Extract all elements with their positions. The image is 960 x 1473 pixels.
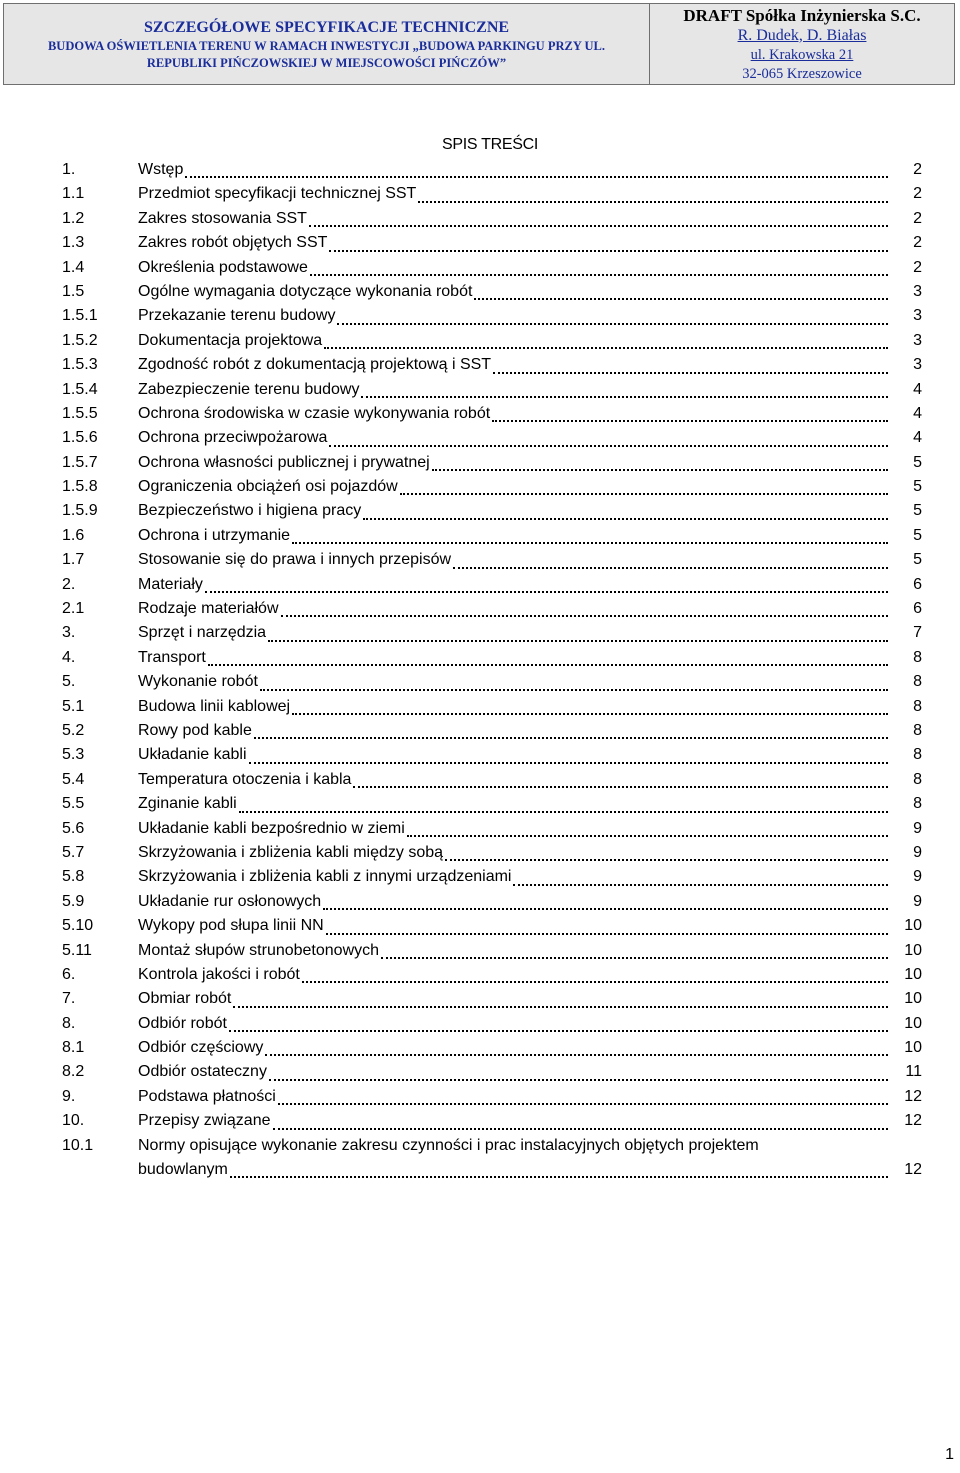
toc-entry-number: 5.3 (62, 746, 85, 764)
toc-leader-dots (407, 835, 888, 837)
toc-entry-number: 2.1 (62, 600, 85, 618)
toc-entry-page: 5 (913, 478, 922, 496)
toc-entry[interactable] (62, 475, 922, 499)
toc-entry-number: 5.9 (62, 892, 85, 910)
toc-entry-page: 8 (913, 795, 922, 813)
toc-entry-title: Wstęp (138, 161, 184, 178)
toc-entry[interactable] (62, 646, 922, 670)
toc-leader-dots (492, 420, 888, 422)
toc-entry-number: 1.5.9 (62, 502, 98, 520)
toc-entry-number: 5.8 (62, 868, 85, 886)
toc-entry-title: Skrzyżowania i zbliżenia kabli między sobą (138, 843, 444, 861)
toc-entry[interactable] (62, 841, 922, 865)
toc-leader-dots (292, 713, 888, 715)
toc-entry-title: Skrzyżowania i zbliżenia kabli z innymi urządzeniami (138, 868, 512, 886)
toc-leader-dots (513, 884, 888, 886)
toc-entry-title: Ograniczenia obciążeń osi pojazdów (138, 478, 398, 496)
toc-leader-dots (329, 445, 888, 447)
toc-entry-number: 1.6 (62, 526, 85, 544)
project-name-line2: REPUBLIKI PIŃCZOWSKIEJ W MIEJSCOWOŚCI PIŃCZÓW” (146, 56, 507, 70)
toc-entry-title-wrap (138, 280, 888, 304)
toc-entry-title-wrap (138, 304, 888, 328)
toc-entry-title-wrap (138, 963, 888, 987)
toc-entry-page: 10 (904, 1039, 922, 1057)
toc-leader-dots (453, 567, 888, 569)
toc-leader-dots (418, 201, 888, 203)
toc-entry[interactable] (62, 792, 922, 816)
toc-leader-dots (278, 1103, 888, 1105)
toc-entry-number: 3. (62, 624, 76, 642)
toc-leader-dots (269, 1079, 888, 1081)
toc-entry-page: 5 (913, 453, 922, 471)
toc-entry[interactable] (62, 963, 922, 987)
toc-entry-number: 9. (62, 1087, 76, 1105)
toc-entry-title: Określenia podstawowe (138, 258, 308, 276)
toc-entry[interactable] (62, 499, 922, 523)
toc-entry-number: 1.5.4 (62, 380, 98, 398)
toc-entry-page: 8 (913, 673, 922, 691)
toc-entry[interactable] (62, 890, 922, 914)
toc-leader-dots (363, 518, 888, 520)
toc-entry-number: 8. (62, 1014, 76, 1032)
toc-entry-title: Rowy pod kable (138, 721, 252, 739)
toc-entry-number: 5.1 (62, 697, 85, 715)
toc-entry-title: Dokumentacja projektowa (138, 331, 323, 349)
toc-leader-dots (337, 323, 888, 325)
toc-entry-number: 1.5 (62, 282, 85, 300)
toc-entry-title-wrap (138, 231, 888, 255)
toc-entry-page: 3 (913, 282, 922, 300)
toc-entry-title: Bezpieczeństwo i higiena pracy (138, 502, 362, 520)
toc-entry-page: 12 (904, 1112, 922, 1130)
toc-entry[interactable] (62, 207, 922, 231)
toc-entry[interactable] (62, 280, 922, 304)
toc-leader-dots (432, 469, 888, 471)
toc-entry-title: Wykonanie robót (138, 673, 258, 691)
toc-entry-page: 8 (913, 746, 922, 764)
toc-entry-number: 5.5 (62, 795, 85, 813)
company-city: 32-065 Krzeszowice (742, 65, 862, 82)
toc-entry-number: 1.5.1 (62, 307, 98, 325)
toc-entry-title-wrap (138, 475, 888, 499)
toc-entry[interactable] (62, 353, 922, 377)
toc-entry[interactable] (62, 182, 922, 206)
toc-leader-dots (324, 347, 888, 349)
toc-entry-title-wrap (138, 939, 888, 963)
toc-entry-page: 10 (904, 965, 922, 983)
toc-entry-title-cont (138, 1158, 888, 1182)
toc-entry-title: Zakres stosowania SST (138, 209, 307, 227)
toc-entry-title-wrap (138, 182, 888, 206)
toc-entry-page: 2 (913, 209, 922, 227)
toc-entry[interactable] (62, 817, 922, 841)
toc-entry-title-wrap (138, 914, 888, 938)
toc-leader-dots (229, 1030, 888, 1032)
toc-leader-dots (249, 762, 888, 764)
toc-entry-title-wrap (138, 646, 888, 670)
toc-entry-page: 12 (904, 1087, 922, 1105)
toc-entry[interactable] (62, 1134, 922, 1182)
toc-entry[interactable] (62, 304, 922, 328)
toc-entry-number: 5.2 (62, 721, 85, 739)
toc-entry-title: Przedmiot specyfikacji technicznej SST (138, 185, 417, 203)
toc-entry-title-wrap (138, 207, 888, 231)
toc-entry-number: 4. (62, 648, 76, 666)
toc-entry-title-wrap (138, 987, 888, 1011)
toc-heading: SPIS TREŚCI (442, 136, 538, 153)
table-of-contents (62, 158, 922, 1182)
toc-entry-page: 2 (913, 258, 922, 276)
toc-entry-title-wrap (138, 1085, 888, 1109)
toc-entry-title: Układanie kabli bezpośrednio w ziemi (138, 819, 405, 837)
toc-leader-dots (273, 1128, 889, 1130)
toc-entry-title-wrap (138, 426, 888, 450)
toc-entry-title-wrap (138, 499, 888, 523)
toc-leader-dots (254, 737, 888, 739)
toc-entry-number: 1.4 (62, 258, 85, 276)
toc-entry-page: 3 (913, 331, 922, 349)
toc-entry-title: Temperatura otoczenia i kabla (138, 770, 352, 788)
toc-entry-number: 10. (62, 1112, 85, 1130)
toc-entry-page: 2 (913, 185, 922, 203)
toc-entry-title-wrap (138, 353, 888, 377)
toc-entry-title-wrap (138, 158, 888, 182)
toc-entry-page: 9 (913, 868, 922, 886)
toc-entry[interactable] (62, 1109, 922, 1133)
toc-entry-number: 1.5.3 (62, 356, 98, 374)
toc-entry-page: 3 (913, 356, 922, 374)
toc-entry-title-wrap (138, 1134, 888, 1183)
toc-entry-title-wrap (138, 817, 888, 841)
toc-leader-dots (239, 811, 888, 813)
toc-entry-title-wrap (138, 890, 888, 914)
toc-leader-dots (323, 908, 888, 910)
toc-entry-number: 1. (62, 161, 76, 178)
toc-entry-number: 1.5.6 (62, 429, 98, 447)
toc-entry-number: 1.7 (62, 551, 85, 569)
toc-entry-page: 10 (904, 941, 922, 959)
toc-entry[interactable] (62, 548, 922, 572)
toc-entry[interactable] (62, 695, 922, 719)
toc-entry-title: Podstawa płatności (138, 1087, 276, 1105)
toc-entry[interactable] (62, 329, 922, 353)
toc-entry-title-wrap (138, 256, 888, 280)
toc-entry-page: 3 (913, 307, 922, 325)
toc-entry-number: 1.3 (62, 234, 85, 252)
toc-entry-number: 1.5.8 (62, 478, 98, 496)
toc-entry-title-wrap (138, 402, 888, 426)
toc-entry-title-line2: budowlanym (138, 1161, 228, 1179)
toc-entry[interactable] (62, 573, 922, 597)
toc-entry-title-wrap (138, 1036, 888, 1060)
toc-entry-number: 8.2 (62, 1063, 85, 1081)
toc-entry[interactable] (62, 426, 922, 450)
toc-entry-title-wrap (138, 841, 888, 865)
toc-entry-number: 7. (62, 990, 76, 1008)
toc-leader-dots (268, 640, 888, 642)
toc-entry-page: 11 (905, 1063, 922, 1081)
toc-entry-page: 12 (904, 1161, 922, 1179)
toc-entry-title: Sprzęt i narzędzia (138, 624, 267, 642)
toc-entry-page: 2 (913, 161, 922, 178)
toc-leader-dots (445, 859, 888, 861)
toc-entry-number: 6. (62, 965, 76, 983)
toc-entry-title: Materiały (138, 575, 203, 593)
toc-entry-title: Ochrona przeciwpożarowa (138, 429, 328, 447)
toc-leader-dots (361, 396, 888, 398)
toc-entry[interactable] (62, 597, 922, 621)
toc-entry-page: 5 (913, 551, 922, 569)
toc-entry-page: 4 (913, 380, 922, 398)
toc-entry[interactable] (62, 1085, 922, 1109)
toc-entry-title: Wykopy pod słupa linii NN (138, 917, 324, 935)
toc-leader-dots (265, 1054, 888, 1056)
document-header (3, 3, 955, 85)
toc-entry-number: 1.5.2 (62, 331, 98, 349)
company-name: DRAFT Spółka Inżynierska S.C. (683, 5, 921, 25)
toc-entry[interactable] (62, 743, 922, 767)
toc-entry-number: 1.5.5 (62, 404, 98, 422)
toc-entry-number: 10.1 (62, 1136, 94, 1154)
toc-leader-dots (474, 298, 888, 300)
toc-entry[interactable] (62, 524, 922, 548)
toc-entry-number: 5.11 (62, 941, 92, 959)
spec-title: SZCZEGÓŁOWE SPECYFIKACJE TECHNICZNE (143, 19, 510, 36)
toc-entry-title-wrap (138, 597, 888, 621)
toc-entry-page: 9 (913, 892, 922, 910)
toc-entry-title: Ogólne wymagania dotyczące wykonania robót (138, 282, 473, 300)
toc-entry[interactable] (62, 670, 922, 694)
toc-leader-dots (381, 957, 888, 959)
toc-entry-title-wrap (138, 792, 888, 816)
toc-entry-page: 4 (913, 404, 922, 422)
project-name-line1: BUDOWA OŚWIETLENIA TERENU W RAMACH INWESTYCJI „BUDOWA PARKINGU PRZY UL. (47, 39, 606, 53)
toc-entry[interactable] (62, 378, 922, 402)
toc-entry-number: 2. (62, 575, 76, 593)
toc-entry-title: Przepisy związane (138, 1112, 271, 1130)
toc-entry-page: 7 (913, 624, 922, 642)
toc-leader-dots (302, 981, 888, 983)
toc-leader-dots (326, 933, 888, 935)
toc-entry-title-wrap (138, 378, 888, 402)
toc-leader-dots (185, 176, 888, 178)
toc-entry-title-wrap (138, 865, 888, 889)
toc-entry-page: 6 (913, 600, 922, 618)
toc-entry-title: Ochrona środowiska w czasie wykonywania robót (138, 404, 491, 422)
toc-entry-title-wrap (138, 548, 888, 572)
toc-entry[interactable] (62, 768, 922, 792)
toc-entry-page: 8 (913, 697, 922, 715)
toc-entry-number: 8.1 (62, 1039, 85, 1057)
toc-entry-page: 9 (913, 843, 922, 861)
toc-entry-number: 1.2 (62, 209, 85, 227)
toc-entry[interactable] (62, 865, 922, 889)
toc-leader-dots (329, 250, 888, 252)
toc-entry[interactable] (62, 914, 922, 938)
toc-leader-dots (281, 615, 888, 617)
toc-entry-title-wrap (138, 743, 888, 767)
toc-leader-dots (208, 664, 888, 666)
toc-entry-title: Przekazanie terenu budowy (138, 307, 336, 325)
toc-entry-title: Normy opisujące wykonanie zakresu czynności i prac instalacyjnych objętych projektem (138, 1136, 759, 1154)
toc-entry-title-wrap (138, 1012, 888, 1036)
toc-leader-dots (260, 689, 888, 691)
toc-leader-dots (353, 786, 888, 788)
toc-entry-title: Zginanie kabli (138, 795, 237, 813)
toc-leader-dots (205, 591, 888, 593)
toc-entry-title-wrap (138, 719, 888, 743)
toc-entry-title: Obmiar robót (138, 990, 232, 1008)
toc-leader-dots (233, 1006, 888, 1008)
toc-entry-number: 5.6 (62, 819, 85, 837)
toc-leader-dots (230, 1176, 888, 1178)
toc-entry-title-wrap (138, 695, 888, 719)
toc-entry-title: Rodzaje materiałów (138, 600, 279, 618)
toc-entry-title: Odbiór ostateczny (138, 1063, 267, 1081)
toc-entry-title-wrap (138, 621, 888, 645)
toc-entry-title: Ochrona własności publicznej i prywatnej (138, 453, 430, 471)
toc-entry-page: 8 (913, 648, 922, 666)
toc-leader-dots (400, 493, 888, 495)
toc-entry[interactable] (62, 1060, 922, 1084)
company-street: ul. Krakowska 21 (750, 46, 854, 63)
toc-leader-dots (292, 542, 888, 544)
toc-entry[interactable] (62, 451, 922, 475)
toc-entry-title: Zabezpieczenie terenu budowy (138, 380, 360, 398)
toc-entry-title: Odbiór robót (138, 1014, 227, 1032)
toc-entry-title-wrap (138, 1060, 888, 1084)
toc-entry[interactable] (62, 402, 922, 426)
toc-entry-page: 9 (913, 819, 922, 837)
toc-entry[interactable] (62, 256, 922, 280)
company-owners: R. Dudek, D. Białas (737, 26, 867, 44)
toc-entry-title-wrap (138, 451, 888, 475)
toc-entry-number: 5.7 (62, 843, 85, 861)
toc-entry-title-wrap (138, 670, 888, 694)
toc-leader-dots (309, 225, 888, 227)
toc-entry-title: Kontrola jakości i robót (138, 965, 300, 983)
toc-entry-page: 10 (904, 917, 922, 935)
toc-entry-title: Zgodność robót z dokumentacją projektową i SST (138, 356, 492, 374)
toc-entry-title-wrap (138, 1109, 888, 1133)
toc-entry-number: 5.10 (62, 917, 94, 935)
toc-entry-page: 8 (913, 770, 922, 788)
toc-entry-title: Budowa linii kablowej (138, 697, 291, 715)
toc-entry-page: 6 (913, 575, 922, 593)
toc-entry[interactable] (62, 158, 922, 182)
toc-entry-number: 5. (62, 673, 76, 691)
toc-entry[interactable] (62, 719, 922, 743)
toc-entry-page: 4 (913, 429, 922, 447)
toc-entry-title: Zakres robót objętych SST (138, 234, 328, 252)
toc-entry-title-wrap (138, 573, 888, 597)
toc-entry-page: 8 (913, 721, 922, 739)
toc-entry-number: 1.5.7 (62, 453, 98, 471)
toc-entry[interactable] (62, 231, 922, 255)
toc-entry[interactable] (62, 939, 922, 963)
toc-entry-page: 5 (913, 502, 922, 520)
company-block (650, 4, 954, 84)
toc-entry-title-wrap (138, 768, 888, 792)
toc-entry-page: 10 (904, 990, 922, 1008)
toc-leader-dots (493, 372, 888, 374)
toc-entry-number: 1.1 (62, 185, 85, 203)
toc-entry[interactable] (62, 1012, 922, 1036)
toc-entry-title: Układanie rur osłonowych (138, 892, 322, 910)
toc-entry-number: 5.4 (62, 770, 85, 788)
toc-entry-title: Transport (138, 648, 206, 666)
toc-entry-title: Układanie kabli (138, 746, 247, 764)
toc-entry-page: 5 (913, 526, 922, 544)
toc-entry-title: Stosowanie się do prawa i innych przepisów (138, 551, 452, 569)
toc-entry-title-wrap (138, 329, 888, 353)
toc-entry-title-wrap (138, 524, 888, 548)
toc-entry-title: Ochrona i utrzymanie (138, 526, 291, 544)
toc-entry[interactable] (62, 621, 922, 645)
toc-entry[interactable] (62, 1036, 922, 1060)
toc-entry-page: 10 (904, 1014, 922, 1032)
toc-entry-page: 2 (913, 234, 922, 252)
toc-entry-title: Odbiór częściowy (138, 1039, 264, 1057)
page-number: 1 (945, 1446, 954, 1463)
toc-entry-title: Montaż słupów strunobetonowych (138, 941, 380, 959)
spec-title-block (4, 4, 650, 84)
toc-leader-dots (310, 274, 888, 276)
toc-entry[interactable] (62, 987, 922, 1011)
